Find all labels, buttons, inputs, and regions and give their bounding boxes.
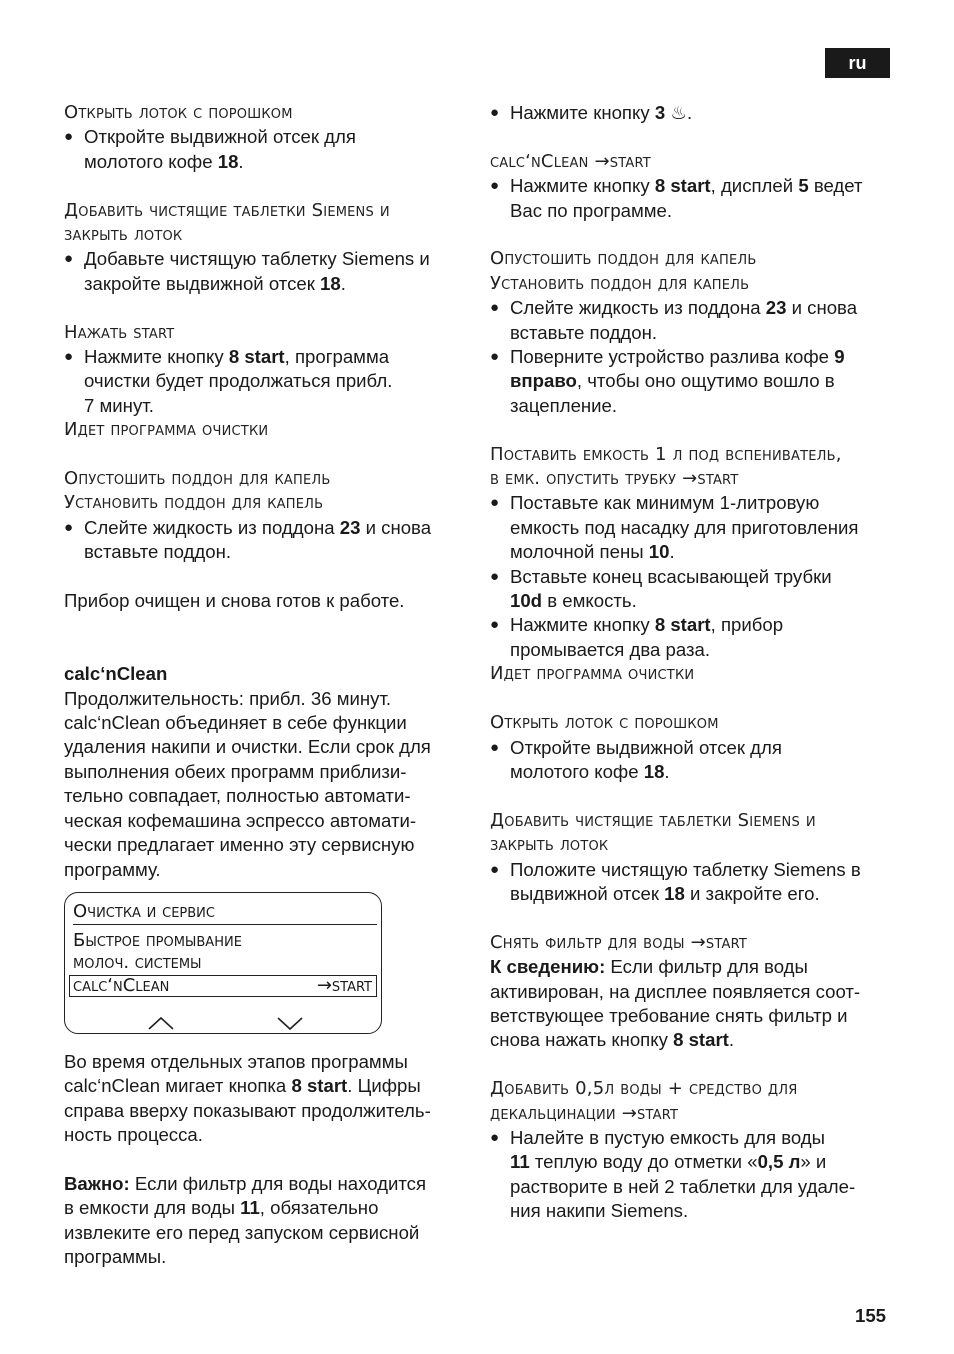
info-note: К сведению: Если фильтр для воды активирован, на дисплее появляется соот- ветствующее требование снять фильтр и снова нажать кнопку 8 start. [490,956,861,1051]
step-heading: Добавить чистящие таблетки Siemens и закрыть лоток [64,199,390,246]
display-menu-item: молоч. системы [73,951,202,973]
instruction-bullet: ● Нажмите кнопку 8 start, прибор промывается два раза. [490,613,895,662]
step-heading: Нажать start [64,321,175,343]
display-menu-title: Очистка и сервис [73,901,377,925]
step-heading: Поставить емкость 1 л под вспениватель, в емк. опустить трубку →start [490,443,842,490]
display-arrows [65,1015,381,1031]
step-heading: calc‘nClean →start [490,150,651,172]
instruction-bullet: ● Поверните устройство разлива кофе 9 вправо, чтобы оно ощутимо вошло в зацепление. [490,345,895,418]
instruction-bullet: ● Слейте жидкость из поддона 23 и снова вставьте поддон. [64,516,464,565]
language-label: ru [848,52,867,73]
instruction-bullet: ● Вставьте конец всасывающей трубки 10d в емкость. [490,565,895,614]
display-menu-item-selected: calc‘nClean →start [69,975,377,997]
step-heading: Опустошить поддон для капель Установить поддон для капель [490,248,757,294]
paragraph: Во время отдельных этапов программы calc‘nClean мигает кнопка 8 start. Цифры справа вверху показывают продолжитель- ность процесса. [64,1050,431,1146]
display-illustration [64,892,382,1034]
step-heading: Добавить чистящие таблетки Siemens и закрыть лоток [490,809,816,856]
instruction-bullet: ● Нажмите кнопку 8 start, дисплей 5 ведет Вас по программе. [490,174,895,223]
step-heading: Добавить 0,5л воды + средство для декальцинации →start [490,1078,798,1124]
important-note: Важно: Если фильтр для воды находится в емкости для воды 11, обязательно извлеките его перед запуском сервисной программы. [64,1172,427,1268]
left-column [64,101,464,1270]
status-line: Идет программа очистки [490,663,695,685]
instruction-bullet: ● Поставьте как минимум 1-литровую емкость под насадку для приготовления молочной пены 10. [490,491,895,564]
step-heading: Открыть лоток с порошком [64,102,293,123]
instruction-bullet: ● Нажмите кнопку 8 start, программа очистки будет продолжаться прибл. 7 минут. [64,345,464,418]
language-badge [825,48,890,78]
instruction-bullet: ● Положите чистящую таблетку Siemens в выдвижной отсек 18 и закройте его. [490,858,895,907]
paragraph: Прибор очищен и снова готов к работе. [64,590,405,612]
step-heading: Снять фильтр для воды →start [490,931,748,953]
instruction-bullet: ● Нажмите кнопку 3 ♨. [490,101,895,125]
instruction-bullet: ● Слейте жидкость из поддона 23 и снова вставьте поддон. [490,296,895,345]
steam-icon: ♨. [665,102,693,123]
instruction-bullet: ● Добавьте чистящую таблетку Siemens и закройте выдвижной отсек 18. [64,247,464,296]
right-column [490,101,895,1224]
arrow-down-icon [278,1018,302,1029]
paragraph: Продолжительность: прибл. 36 минут. calc‘nClean объединяет в себе функции удаления накипи и очистки. Если срок для выполнения обеих программ приблизи- тельно совпадает, полностью автомати- ческая кофемашина эспрессо автомати- чески предлагает именно эту сервисную программу. [64,687,431,880]
arrow-up-icon [149,1018,173,1029]
section-title: calc‘nClean [64,663,168,685]
instruction-bullet: ● Откройте выдвижной отсек для молотого кофе 18. [64,125,464,174]
display-menu-item: Быстрое промывание [73,929,242,951]
instruction-bullet: ● Налейте в пустую емкость для воды 11 теплую воду до отметки «0,5 л» и растворите в ней 2 таблетки для удале- ния накипи Siemens. [490,1126,895,1224]
step-heading: Опустошить поддон для капель Установить поддон для капель [64,468,331,514]
page-number: 155 [855,1305,887,1326]
status-line: Идет программа очистки [64,419,269,441]
step-heading: Открыть лоток с порошком [490,712,719,734]
instruction-bullet: ● Откройте выдвижной отсек для молотого кофе 18. [490,736,895,785]
